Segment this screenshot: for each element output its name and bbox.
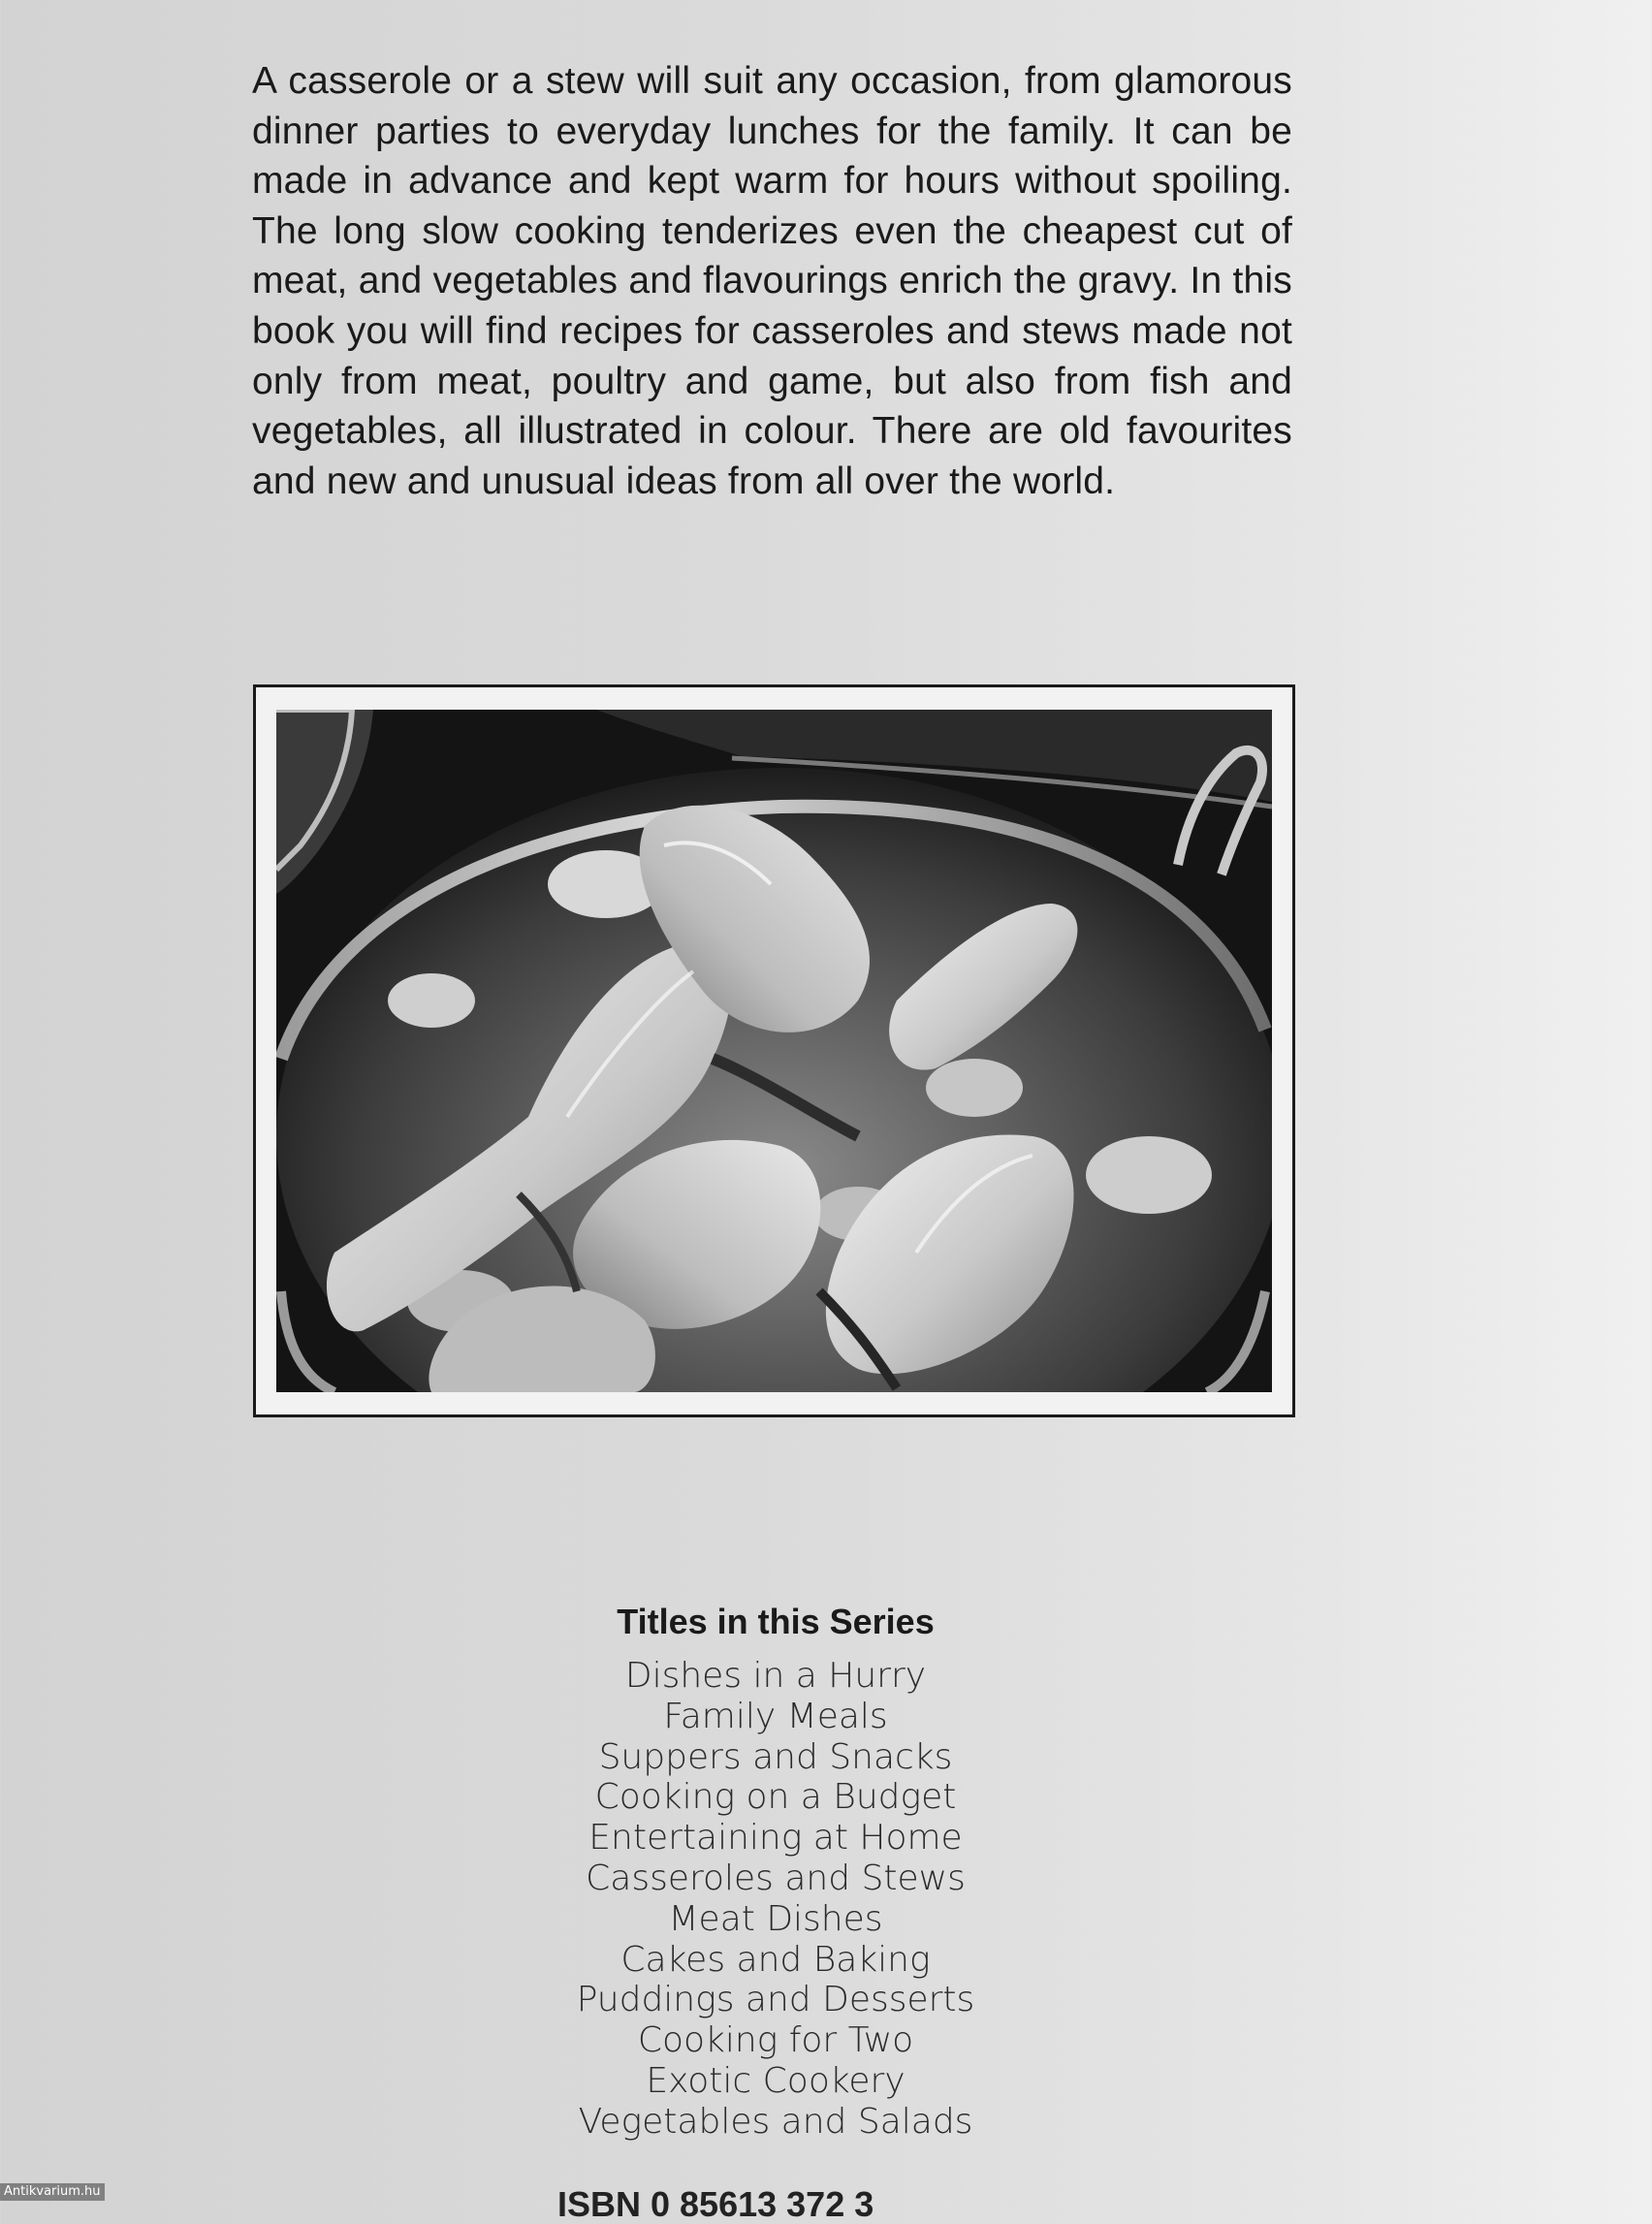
source-watermark: Antikvarium.hu — [0, 2183, 105, 2201]
series-title: Dishes in a Hurry — [624, 1656, 927, 1696]
series-title: Cakes and Baking — [620, 1939, 931, 1980]
series-heading: Titles in this Series — [617, 1602, 935, 1641]
chicken-casserole-photo — [276, 710, 1272, 1392]
series-title: Entertaining at Home — [588, 1818, 963, 1859]
back-cover-blurb: A casserole or a stew will suit any occasion, from glamorous dinner parties to everyday lunches for the family. It can be made in advance and kept warm for hours without spoiling. The long slow cooking tenderizes even the cheapest cut of meat, and vegetables and flavourings enrich the gravy. In this book you will find recipes for casseroles and stews made not only from meat, poultry and game, but also from fish and vegetables, all illustrated in colour. There are old favourites and new and unusual ideas from all over the world. — [252, 60, 1292, 502]
series-title: Suppers and Snacks — [598, 1736, 953, 1777]
chicken-casserole-photo-icon — [276, 710, 1272, 1392]
series-title: Puddings and Desserts — [576, 1980, 975, 2020]
series-title: Casseroles and Stews — [586, 1858, 966, 1898]
series-title: Exotic Cookery — [646, 2060, 905, 2101]
series-titles-section — [485, 1598, 1066, 2143]
series-title: Family Meals — [663, 1696, 888, 1736]
series-title: Vegetables and Salads — [578, 2101, 973, 2142]
series-title: Cooking for Two — [637, 2020, 914, 2061]
series-title: Cooking on a Budget — [594, 1777, 957, 1818]
isbn-number: ISBN 0 85613 372 3 — [557, 2184, 874, 2224]
series-titles-list — [485, 1656, 1066, 2143]
series-title: Meat Dishes — [668, 1898, 883, 1939]
